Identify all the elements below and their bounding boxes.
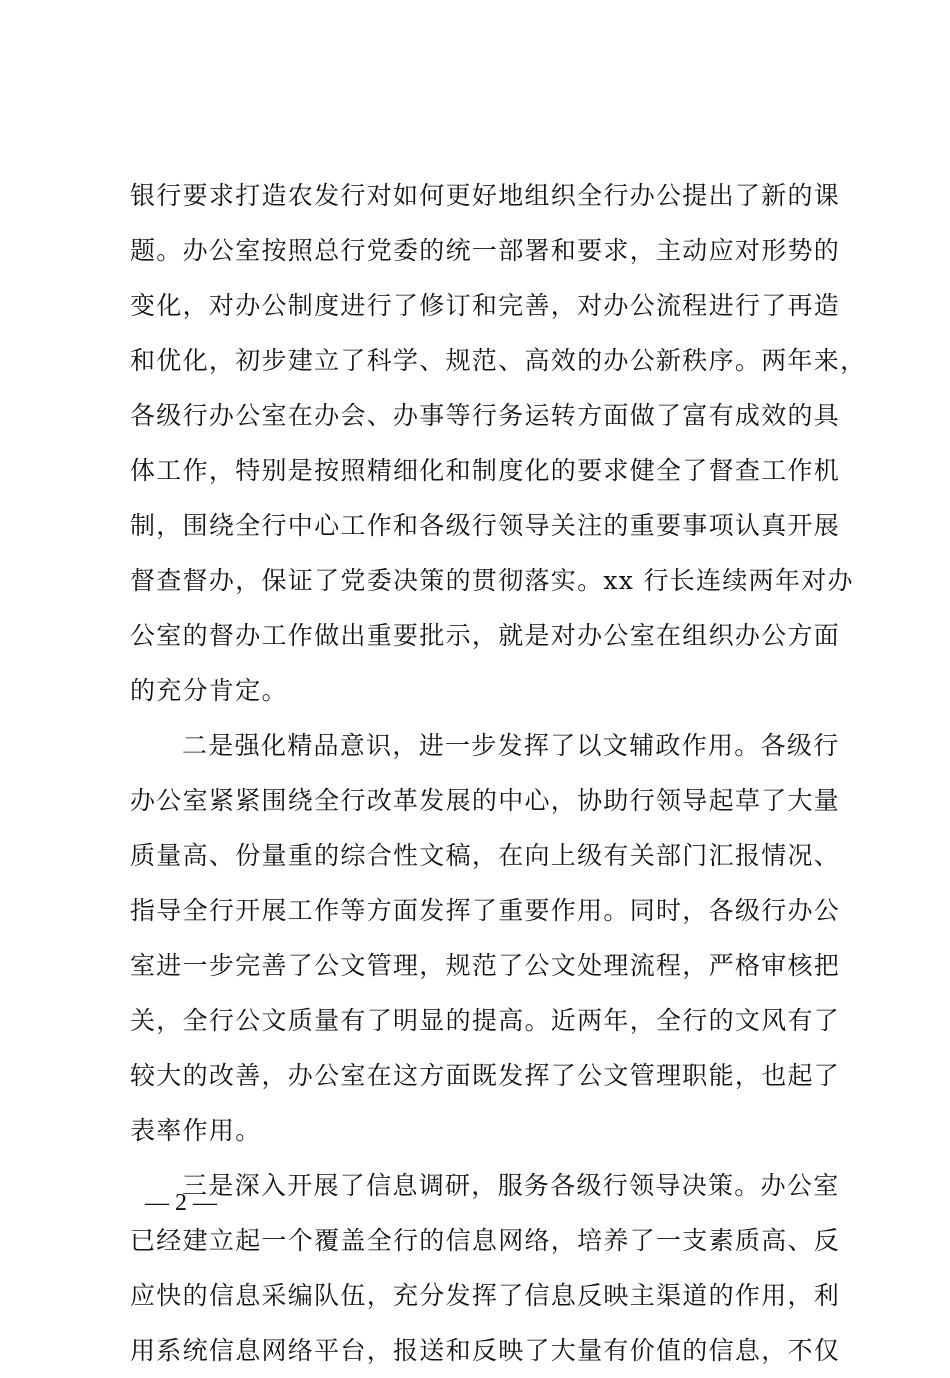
text-line-content: 三是深入开展了信息调研，服务各级行领导决策。办公室 [182, 1171, 840, 1200]
text-line: 较大的改善，办公室在这方面既发挥了公文管理职能，也起了 [130, 1061, 841, 1090]
page-number: — 2 — [145, 1190, 217, 1216]
text-line: 质量高、份量重的综合性文稿，在向上级有关部门汇报情况、 [130, 841, 841, 870]
text-line: 各级行办公室在办会、办事等行务运转方面做了富有成效的具 [130, 401, 841, 430]
text-line: 已经建立起一个覆盖全行的信息网络，培养了一支素质高、反 [130, 1226, 841, 1255]
paragraph-2 [130, 718, 841, 1158]
text-line: 变化，对办公制度进行了修订和完善，对办公流程进行了再造 [130, 291, 841, 320]
text-line: 办公室紧紧围绕全行改革发展的中心，协助行领导起草了大量 [130, 786, 841, 815]
text-line: 公室的督办工作做出重要批示，就是对办公室在组织办公方面 [130, 621, 841, 650]
text-line: 用系统信息网络平台，报送和反映了大量有价值的信息，不仅 [130, 1336, 841, 1365]
text-line-first [130, 1158, 840, 1213]
text-line: 指导全行开展工作等方面发挥了重要作用。同时，各级行办公 [130, 896, 841, 925]
text-line: 室进一步完善了公文管理，规范了公文处理流程，严格审核把 [130, 951, 841, 980]
text-line-content: 二是强化精品意识，进一步发挥了以文辅政作用。各级行 [182, 731, 840, 760]
text-line: 的充分肯定。 [130, 676, 288, 705]
paragraph-1 [130, 168, 867, 718]
text-line: 表率作用。 [130, 1116, 262, 1145]
text-line: 体工作，特别是按照精细化和制度化的要求健全了督查工作机 [130, 456, 841, 485]
text-line: 督查督办，保证了党委决策的贯彻落实。xx 行长连续两年对办 [130, 566, 854, 595]
text-line: 银行要求打造农发行对如何更好地组织全行办公提出了新的课 [130, 181, 841, 210]
text-line: 关，全行公文质量有了明显的提高。近两年，全行的文风有了 [130, 1006, 841, 1035]
text-line: 制，围绕全行中心工作和各级行领导关注的重要事项认真开展 [130, 511, 841, 540]
document-body [130, 168, 867, 1378]
paragraph-3 [130, 1158, 841, 1378]
text-line: 应快的信息采编队伍，充分发挥了信息反映主渠道的作用，利 [130, 1281, 841, 1310]
text-line-first [130, 718, 840, 773]
text-line: 和优化，初步建立了科学、规范、高效的办公新秩序。两年来， [130, 346, 867, 375]
text-line: 题。办公室按照总行党委的统一部署和要求，主动应对形势的 [130, 236, 841, 265]
